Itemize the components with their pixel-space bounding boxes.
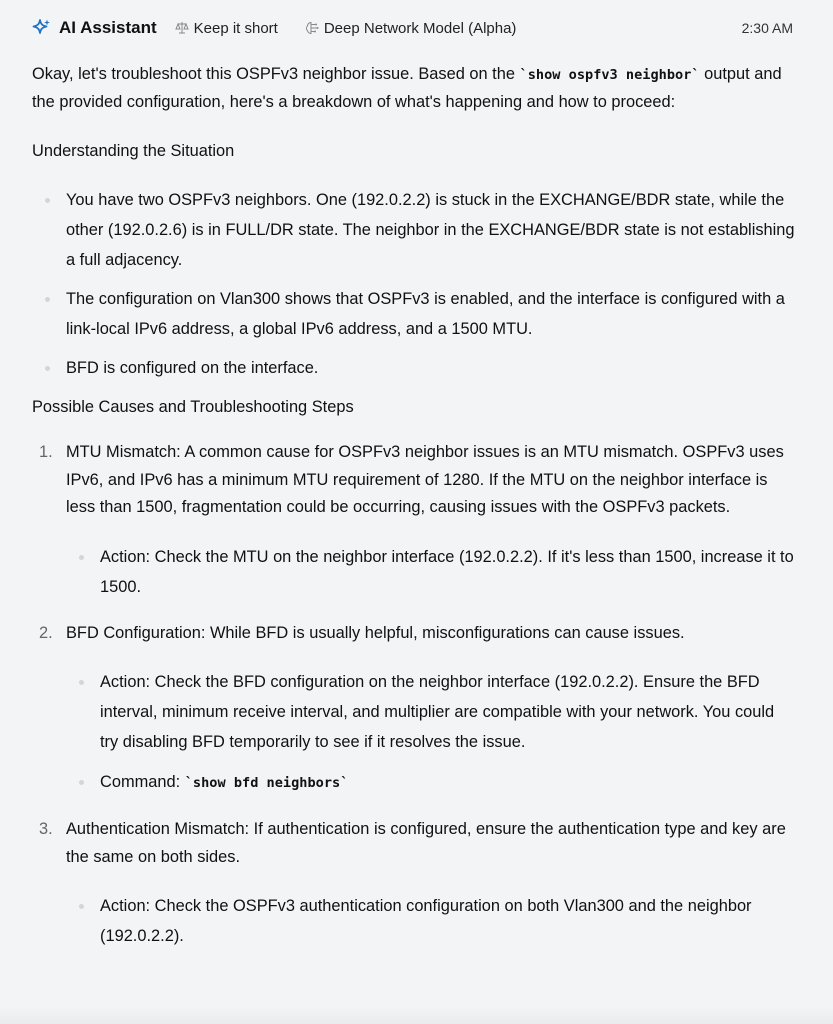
inline-code-command: `show ospfv3 neighbor` xyxy=(519,67,700,83)
inline-code-command: `show bfd neighbors` xyxy=(184,775,349,791)
brain-icon xyxy=(305,21,319,35)
section-heading-understanding: Understanding the Situation xyxy=(32,142,235,160)
step-actions xyxy=(66,667,796,798)
section-heading-causes: Possible Causes and Troubleshooting Steps xyxy=(32,398,354,416)
model-indicator xyxy=(305,20,517,37)
command-label: Command: xyxy=(100,773,185,791)
action-item: Action: Check the MTU on the neighbor interface (192.0.2.2). If it's less than 1500, increase it to 1500. xyxy=(66,542,796,602)
step-text: Authentication Mismatch: If authentication is configured, ensure the authentication type and key are the same on both sides. xyxy=(66,820,786,866)
step-number: 1. xyxy=(39,443,53,461)
list-item: You have two OSPFv3 neighbors. One (192.0.2.2) is stuck in the EXCHANGE/BDR state, while the other (192.0.2.6) is in FULL/DR state. The neighbor in the EXCHANGE/BDR state is not establishing a full adjacency. xyxy=(32,185,796,275)
scale-icon xyxy=(175,21,189,35)
response-style-label: Keep it short xyxy=(193,19,278,37)
command-item xyxy=(66,767,796,798)
list-item: The configuration on Vlan300 shows that OSPFv3 is enabled, and the interface is configured with a link-local IPv6 address, a global IPv6 address, and a 1500 MTU. xyxy=(32,284,796,344)
step-number: 2. xyxy=(39,623,53,642)
list-item: BFD is configured on the interface. xyxy=(32,353,796,383)
intro-text-before: Okay, let's troubleshoot this OSPFv3 neighbor issue. Based on the xyxy=(32,65,520,83)
step-text: MTU Mismatch: A common cause for OSPFv3 neighbor issues is an MTU mismatch. OSPFv3 uses IPv6, and IPv6 has a minimum MTU requirement of 1280. If the MTU on the neighbor interface is less than 1500, fragmentation could be occurring, causing issues with the OSPFv3 packets. xyxy=(66,443,784,516)
step-number: 3. xyxy=(39,820,53,838)
message-header xyxy=(32,14,793,42)
step-actions xyxy=(66,891,796,951)
step-item-mtu xyxy=(32,439,796,602)
step-actions xyxy=(66,542,796,602)
response-style-indicator xyxy=(175,20,278,37)
message-timestamp: 2:30 AM xyxy=(741,20,793,36)
sparkle-icon xyxy=(32,18,52,38)
message-body xyxy=(32,61,796,969)
intro-text-after: output and the provided configuration, here's a breakdown of what's happening and how to proceed: xyxy=(32,65,782,111)
situation-list xyxy=(32,185,796,383)
action-item: Action: Check the BFD configuration on the neighbor interface (192.0.2.2). Ensure the BFD interval, minimum receive interval, and multiplier are compatible with your network. You could try disabling BFD temporarily to see if it resolves the issue. xyxy=(66,667,796,757)
troubleshooting-steps xyxy=(32,439,796,951)
bottom-fade xyxy=(0,1006,833,1024)
action-item: Action: Check the OSPFv3 authentication configuration on both Vlan300 and the neighbor (192.0.2.2). xyxy=(66,891,796,951)
model-label: Deep Network Model (Alpha) xyxy=(323,19,517,37)
step-item-bfd xyxy=(32,620,796,799)
assistant-title: AI Assistant xyxy=(59,18,157,37)
step-text: BFD Configuration: While BFD is usually helpful, misconfigurations can cause issues. xyxy=(66,623,685,642)
step-item-authentication xyxy=(32,816,796,951)
intro-paragraph xyxy=(32,61,796,116)
